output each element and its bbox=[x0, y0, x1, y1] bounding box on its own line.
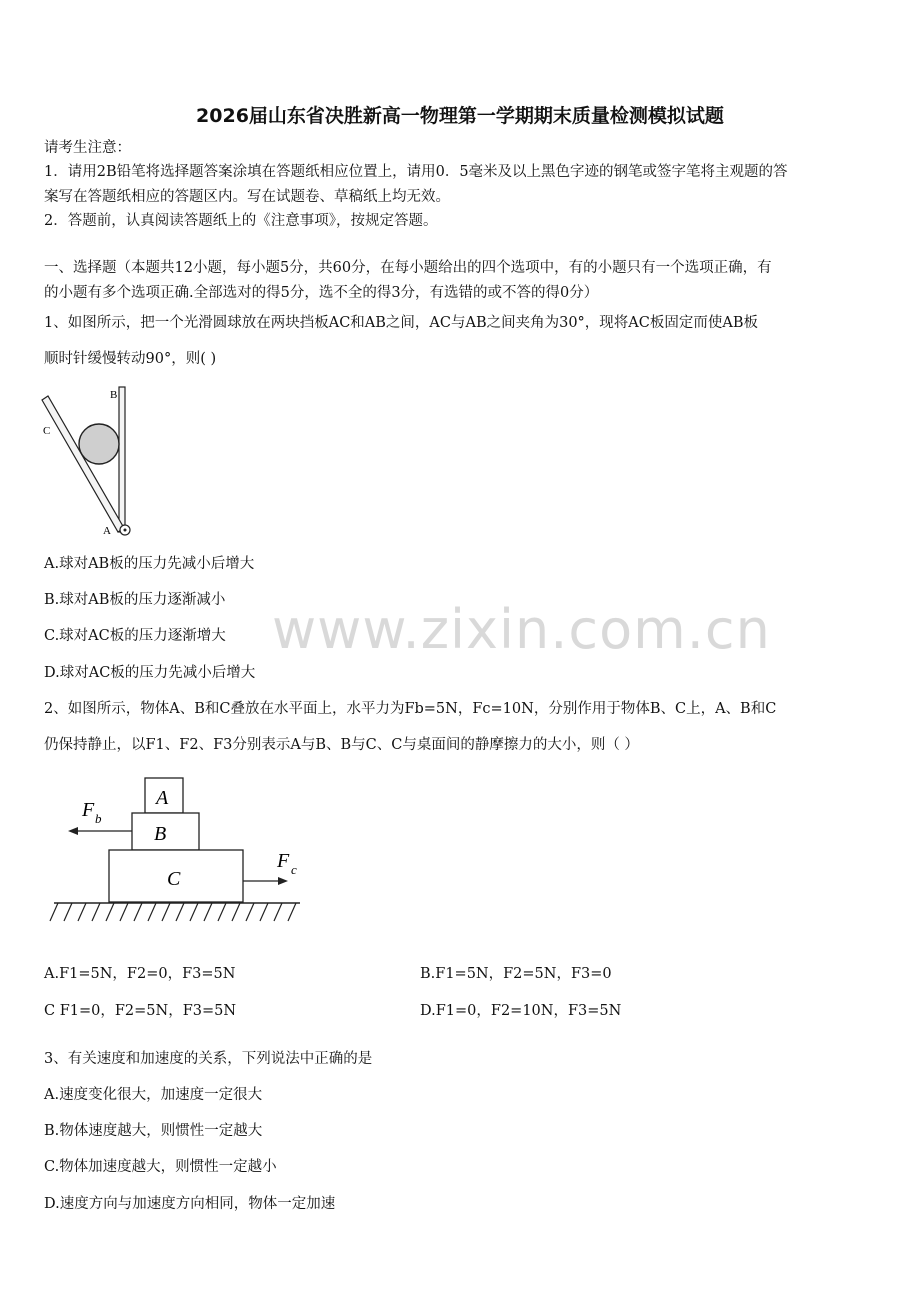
notice-heading: 请考生注意： bbox=[44, 140, 131, 156]
force-fc-arrow bbox=[243, 877, 288, 885]
page-title: 2026届山东省决胜新高一物理第一学期期末质量检测模拟试题 bbox=[196, 105, 724, 127]
question-1-option-b: B.球对AB板的压力逐渐减小 bbox=[44, 592, 226, 608]
question-3-stem: 3、有关速度和加速度的关系，下列说法中正确的是 bbox=[44, 1051, 373, 1067]
question-2-option-a: A.F1=5N，F2=0，F3=5N bbox=[44, 966, 236, 982]
label-block-b: B bbox=[154, 823, 167, 845]
notice-line-1a: 1．请用2B铅笔将选择题答案涂填在答题纸相应位置上，请用0．5毫米及以上黑色字迹的钢笔或签字笔将主观题的答 bbox=[44, 164, 788, 180]
label-block-a: A bbox=[156, 787, 169, 809]
question-3-option-b: B.物体速度越大，则惯性一定越大 bbox=[44, 1123, 263, 1139]
label-fb-sub: b bbox=[95, 811, 102, 826]
notice-line-2: 2．答题前，认真阅读答题纸上的《注意事项》，按规定答题。 bbox=[44, 213, 438, 229]
question-2-option-d: D.F1=0，F2=10N，F3=5N bbox=[420, 1003, 622, 1019]
question-3-option-a: A.速度变化很大，加速度一定很大 bbox=[44, 1087, 263, 1103]
question-3-option-d: D.速度方向与加速度方向相同，物体一定加速 bbox=[44, 1196, 336, 1212]
section-heading-line-1: 一、选择题（本题共12小题，每小题5分，共60分，在每小题给出的四个选项中，有的小题只有一个选项正确，有 bbox=[44, 260, 772, 276]
smooth-ball bbox=[79, 424, 119, 464]
question-1-figure bbox=[40, 382, 140, 542]
watermark: www.zixin.com.cn bbox=[272, 598, 771, 661]
question-2-stem-line-2: 仍保持静止，以F1、F2、F3分别表示A与B、B与C、C与桌面间的静摩擦力的大小，则（ ） bbox=[44, 737, 639, 753]
question-1-stem-line-2: 顺时针缓慢转动90°，则( ) bbox=[44, 351, 217, 367]
board-ac bbox=[42, 396, 124, 532]
ground-hatching bbox=[50, 903, 296, 921]
label-a: A bbox=[103, 525, 111, 537]
label-fc-sub: c bbox=[291, 862, 297, 877]
question-1-option-a: A.球对AB板的压力先减小后增大 bbox=[44, 556, 255, 572]
question-1-stem-line-1: 1、如图所示，把一个光滑圆球放在两块挡板AC和AB之间，AC与AB之间夹角为30°，现将AC板固定而使AB板 bbox=[44, 315, 759, 331]
label-fc: F bbox=[277, 850, 290, 872]
question-2-option-b: B.F1=5N，F2=5N，F3=0 bbox=[420, 966, 612, 982]
pivot-dot bbox=[124, 529, 127, 532]
question-3-option-c: C.物体加速度越大，则惯性一定越小 bbox=[44, 1159, 277, 1175]
label-fb: F bbox=[82, 799, 95, 821]
question-2-option-c: C F1=0，F2=5N，F3=5N bbox=[44, 1003, 237, 1019]
section-heading-line-2: 的小题有多个选项正确.全部选对的得5分，选不全的得3分，有选错的或不答的得0分） bbox=[44, 285, 599, 301]
question-2-figure bbox=[48, 770, 308, 930]
question-1-option-c: C.球对AC板的压力逐渐增大 bbox=[44, 628, 226, 644]
board-ab bbox=[119, 387, 125, 532]
force-fb-arrow bbox=[68, 827, 132, 835]
label-c: C bbox=[43, 425, 51, 437]
label-b: B bbox=[110, 389, 118, 401]
label-block-c: C bbox=[167, 868, 181, 890]
notice-line-1b: 案写在答题纸相应的答题区内。写在试题卷、草稿纸上均无效。 bbox=[44, 189, 450, 205]
question-2-stem-line-1: 2、如图所示，物体A、B和C叠放在水平面上，水平力为Fb=5N，Fc=10N，分别作用于物体B、C上，A、B和C bbox=[44, 701, 777, 717]
question-1-option-d: D.球对AC板的压力先减小后增大 bbox=[44, 665, 256, 681]
